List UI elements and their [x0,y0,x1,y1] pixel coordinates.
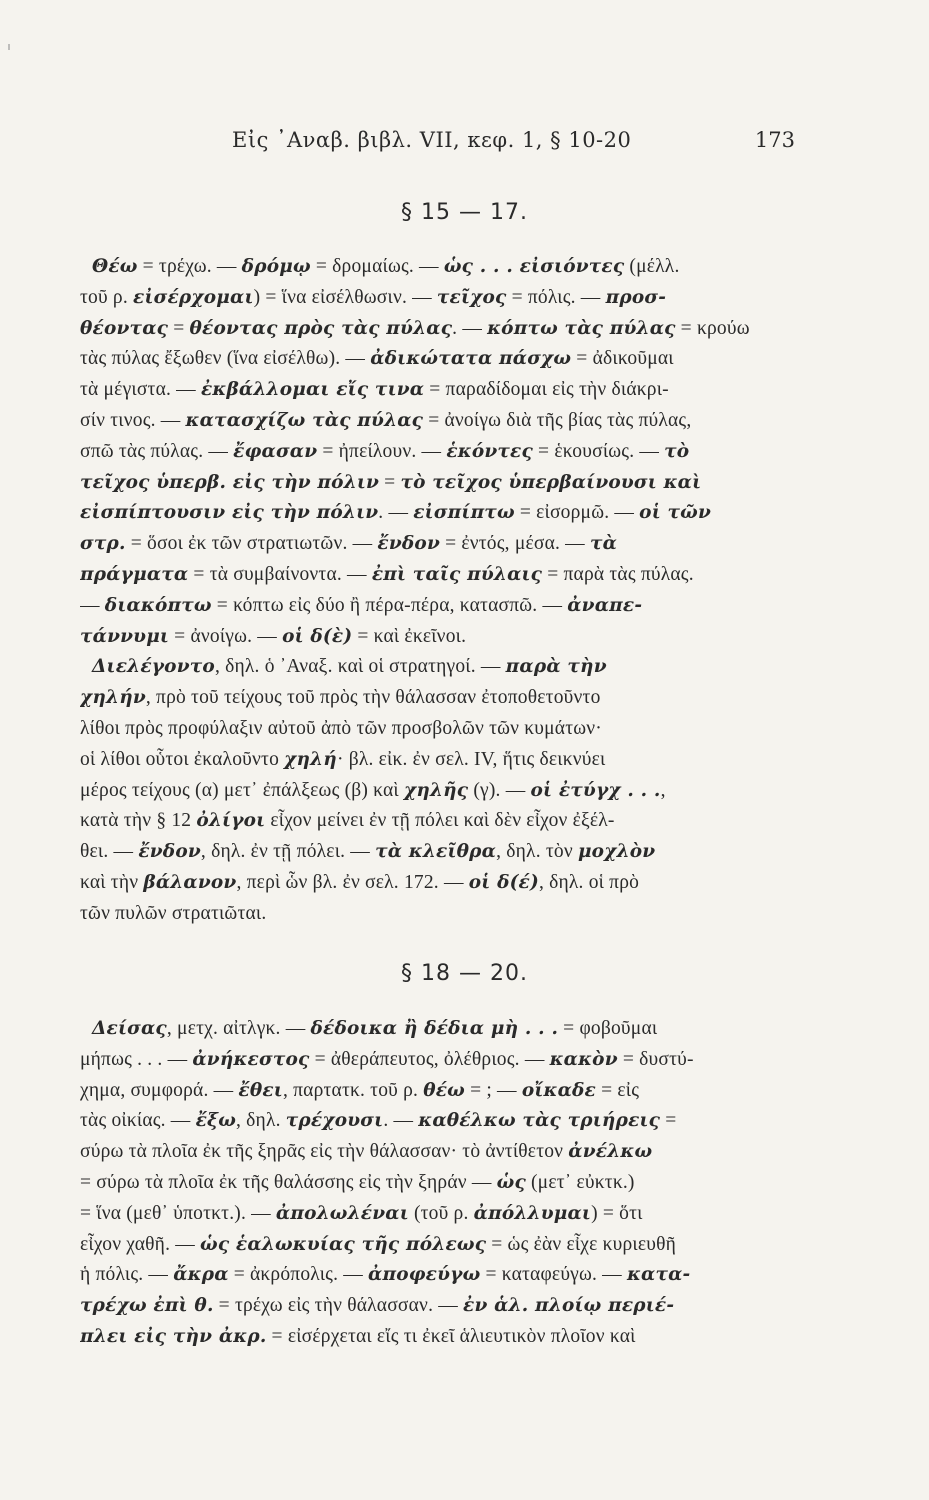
gloss-text: = πόλις. — [506,286,606,308]
text-line [80,497,795,528]
gloss-text: = δρομαίως. — [310,256,444,277]
gloss-text: . — [452,317,488,339]
gloss-text: εἶχον μείνει ἐν τῇ πόλει καὶ δὲν εἶχον ἐξέλ- [265,810,615,832]
gloss-text: = ὡς ἐὰν εἶχε κυριευθῆ [486,1233,677,1255]
gloss-text: = ἠπείλουν. — [317,440,447,462]
gloss-text: τὰ μέγιστα. — [80,379,201,401]
lemma-term: τρέχω ἐπὶ θ. [80,1295,214,1317]
text-line [80,590,795,621]
lemma-term: ἑκόντες [446,440,533,462]
gloss-text: = [168,317,190,339]
gloss-text: · βλ. εἰκ. ἐν σελ. IV, ἥτις δεικνύει [336,748,606,770]
lemma-term: τὸ [664,440,690,462]
gloss-text: — [80,594,105,616]
gloss-text: = σύρω τὰ πλοῖα ἐκ τῆς θαλάσσης εἰς τὴν ξηράν — [80,1171,497,1193]
lemma-term: θέοντας [80,317,169,339]
gloss-text: = ἀνοίγω διὰ τῆς βίας τὰς πύλας, [423,409,692,431]
gloss-text: εἶχον χαθῆ. — [80,1233,201,1255]
lemma-term: διακόπτω [104,594,212,616]
lemma-term: οἴκαδε [521,1079,597,1101]
commentary-block-18-20 [80,1013,795,1352]
text-line [80,867,795,898]
lemma-term: ἔθει [238,1079,283,1101]
gloss-text: = εἰσέρχεται εἴς τι ἐκεῖ ἁλιευτικὸν πλοῖον καὶ [266,1325,636,1347]
text-line [80,621,795,652]
lemma-term: ὡς ἑαλωκυίας τῆς πόλεως [200,1233,487,1255]
gloss-text: = [660,1110,677,1132]
text-line [80,1290,795,1321]
text-line [80,651,795,682]
gloss-text: καὶ τὴν [80,871,144,893]
lemma-term: οἱ δ(έ) [468,871,539,893]
lemma-term: ἔφασαν [233,440,318,462]
text-line [80,405,795,436]
lemma-term: ἐν ἁλ. πλοίῳ περιέ- [463,1295,675,1317]
text-line [80,436,795,467]
lemma-term: ἀπολωλέναι [275,1202,409,1224]
gloss-text: , [660,779,666,801]
gloss-text: , δηλ. τὸν [496,841,578,863]
lemma-term: ἀδικώτατα πάσχω [370,348,572,370]
text-line [80,1259,795,1290]
lemma-term: ἔνδον [138,841,201,863]
text-line [80,898,795,929]
lemma-term: οἱ ἐτύγχ . . . [530,779,661,801]
lemma-term: ὡς . . . εἰσιόντες [443,256,625,277]
lemma-term: ὀλίγοι [196,810,266,832]
gloss-text: σύρω τὰ πλοῖα ἐκ τῆς ξηρᾶς εἰς τὴν θάλασσαν· τὸ ἀντίθετον [80,1141,569,1163]
lemma-term: χηλή [284,748,337,770]
lemma-term: ἀποφεύγω [368,1264,481,1286]
lemma-term: χηλήν [80,687,146,709]
gloss-text: ) = ὅτι [591,1202,643,1224]
lemma-term: στρ. [80,533,126,555]
text-line [80,374,795,405]
lemma-term: τεῖχος ὑπερβ. εἰς τὴν πόλιν [80,471,380,493]
gloss-text: σίν τινος. — [80,409,186,431]
gloss-text: = φοβοῦμαι [558,1018,658,1039]
lemma-term: παρὰ τὴν [505,656,607,678]
gloss-text: . — [383,1110,419,1132]
lemma-term: προσ- [605,286,667,308]
lemma-term: τρέχουσι [285,1110,384,1132]
lemma-term: μοχλὸν [577,841,656,863]
lemma-term: ἔξω [195,1110,237,1132]
gloss-text: μέρος τείχους (α) μετ᾿ ἐπάλξεως (β) καὶ [80,779,404,801]
lemma-term: εἰσέρχομαι [133,286,254,308]
text-line [80,1044,795,1075]
gloss-text: τῶν πυλῶν στρατιῶται. [80,902,267,924]
gloss-text: (τοῦ ρ. [408,1202,474,1224]
lemma-term: κόπτω τὰς πύλας [487,317,676,339]
gloss-text: = δυστύ- [617,1048,694,1070]
lemma-term: κατα- [626,1264,691,1286]
lemma-term: βάλανον [143,871,237,893]
lemma-term: οἱ δ(ὲ) [282,625,353,647]
gloss-text: , πρὸ τοῦ τείχους τοῦ πρὸς τὴν θάλασσαν ἐτοποθετοῦντο [145,687,601,709]
text-line [80,282,795,313]
gloss-text: = τρέχω εἰς τὴν θάλασσαν. — [213,1295,464,1317]
text-line [80,528,795,559]
gloss-text: = ἐντός, μέσα. — [440,533,590,555]
gloss-text: (μετ᾿ εὐκτκ.) [525,1171,635,1193]
running-head [80,128,795,158]
page-number: 173 [754,128,795,152]
gloss-text: = ἵνα (μεθ᾿ ὑποτκτ.). — [80,1202,276,1224]
lemma-term: τὸ τεῖχος ὑπερβαίνουσι καὶ [400,471,702,493]
text-line [80,836,795,867]
text-line [80,805,795,836]
gloss-text: , δηλ. ἐν τῇ πόλει. — [200,841,376,863]
gloss-text: = ἀκρόπολις. — [228,1264,369,1286]
gloss-text: (γ). — [468,779,531,801]
lemma-term: ἐκβάλλομαι εἴς τινα [200,379,425,401]
text-line [80,1136,795,1167]
paper-speck [8,44,10,50]
text-line [80,559,795,590]
lemma-term: ἀνήκεστος [192,1048,310,1070]
gloss-text: = τὰ συμβαίνοντα. — [188,563,372,585]
gloss-text: = ; — [465,1079,522,1101]
text-line [80,1321,795,1352]
text-line [80,1105,795,1136]
gloss-text: , περὶ ὧν βλ. ἐν σελ. 172. — [236,871,469,893]
text-line [80,775,795,806]
gloss-text: = τρέχω. — [137,256,242,277]
gloss-text: , δηλ. [236,1110,286,1132]
gloss-text: , δηλ. ὁ ᾿Αναξ. καὶ οἱ στρατηγοί. — [214,656,506,678]
text-line [80,1198,795,1229]
lemma-term: ἐπὶ ταῖς πύλαις [371,563,543,585]
text-line [80,313,795,344]
gloss-text: = ἀνοίγω. — [169,625,283,647]
lemma-term: καθέλκω τὰς τριήρεις [418,1110,661,1132]
text-line [80,343,795,374]
lemma-term: πράγματα [80,563,189,585]
gloss-text: = παρὰ τὰς πύλας. [542,563,694,585]
lemma-term: κακὸν [549,1048,618,1070]
gloss-text: = παραδίδομαι εἰς τὴν διάκρι- [424,379,669,401]
gloss-text: (μέλλ. [624,256,680,277]
lemma-term: ἄκρα [173,1264,229,1286]
gloss-text: κατὰ τὴν § 12 [80,810,197,832]
gloss-text: θει. — [80,841,139,863]
text-line [80,713,795,744]
text-line [80,251,795,282]
lemma-term: ἀναπε- [567,594,643,616]
lemma-term: κατασχίζω τὰς πύλας [185,409,424,431]
gloss-text: . — [378,502,414,524]
lemma-term: ἔνδον [377,533,441,555]
text-line [80,467,795,498]
gloss-text: = κόπτω εἰς δύο ἢ πέρα-πέρα, κατασπῶ. — [211,594,568,616]
lemma-term: οἱ τῶν [639,502,712,524]
gloss-text: , παρτατκ. τοῦ ρ. [282,1079,424,1101]
gloss-text: = καὶ ἐκεῖνοι. [352,625,467,647]
lemma-term: τὰ κλεῖθρα [375,841,497,863]
lemma-term: ἀνέλκω [568,1141,653,1163]
gloss-text: οἱ λίθοι οὗτοι ἐκαλοῦντο [80,748,285,770]
gloss-text: χημα, συμφορά. — [80,1079,239,1101]
gloss-text: τὰς οἰκίας. — [80,1110,196,1132]
lemma-term: Διελέγοντο [92,656,215,678]
gloss-text: = ἀθεράπευτος, ὀλέθριος. — [309,1048,550,1070]
lemma-term: εἰσπίπτω [413,502,515,524]
gloss-text: , μετχ. αἰτλγκ. — [166,1018,311,1039]
gloss-text: λίθοι πρὸς προφύλαξιν αὐτοῦ ἀπὸ τῶν προσβολῶν τῶν κυμάτων· [80,717,602,739]
text-line [80,1167,795,1198]
gloss-text: = ἑκουσίως. — [532,440,665,462]
lemma-term: ὡς [496,1171,526,1193]
text-line [80,1013,795,1044]
gloss-text: ) = ἵνα εἰσέλθωσιν. — [253,286,437,308]
lemma-term: θέω [423,1079,465,1101]
text-line [80,744,795,775]
running-head-title: Εἰς ᾿Αναβ. βιβλ. VII, κεφ. 1, § 10-20 [232,128,632,152]
gloss-text: ἡ πόλις. — [80,1264,174,1286]
commentary-block-15-17 [80,251,795,929]
text-line [80,682,795,713]
lemma-term: χηλῆς [403,779,469,801]
lemma-term: Δείσας [92,1018,167,1039]
lemma-term: τεῖχος [436,286,507,308]
gloss-text: τὰς πύλας ἔξωθεν (ἵνα εἰσέλθω). — [80,348,371,370]
gloss-text: τοῦ ρ. [80,286,133,308]
text-line [80,1075,795,1106]
lemma-term: τὰ [589,533,618,555]
lemma-term: θέοντας πρὸς τὰς πύλας [189,317,453,339]
lemma-term: τάννυμι [80,625,170,647]
gloss-text: = εἰς [596,1079,640,1101]
gloss-text: = εἰσορμῶ. — [514,502,640,524]
gloss-text: = κρούω [675,317,750,339]
lemma-term: πλει εἰς τὴν ἀκρ. [80,1325,267,1347]
text-line [80,1229,795,1260]
gloss-text: = ὅσοι ἐκ τῶν στρατιωτῶν. — [125,533,378,555]
lemma-term: δρόμῳ [241,256,311,277]
gloss-text: = καταφεύγω. — [480,1264,627,1286]
gloss-text: σπῶ τὰς πύλας. — [80,440,234,462]
gloss-text: μήπως . . . — [80,1048,193,1070]
gloss-text: = [379,471,401,493]
gloss-text: = ἀδικοῦμαι [571,348,674,370]
lemma-term: εἰσπίπτουσιν εἰς τὴν πόλιν [80,502,379,524]
section-heading-15-17: § 15 — 17. [401,200,528,225]
gloss-text: , δηλ. οἱ πρὸ [538,871,640,893]
section-heading-18-20: § 18 — 20. [401,961,528,986]
lemma-term: δέδοικα ἢ δέδια μὴ . . . [310,1018,559,1039]
lemma-term: ἀπόλλυμαι [473,1202,592,1224]
lemma-term: Θέω [92,256,138,277]
